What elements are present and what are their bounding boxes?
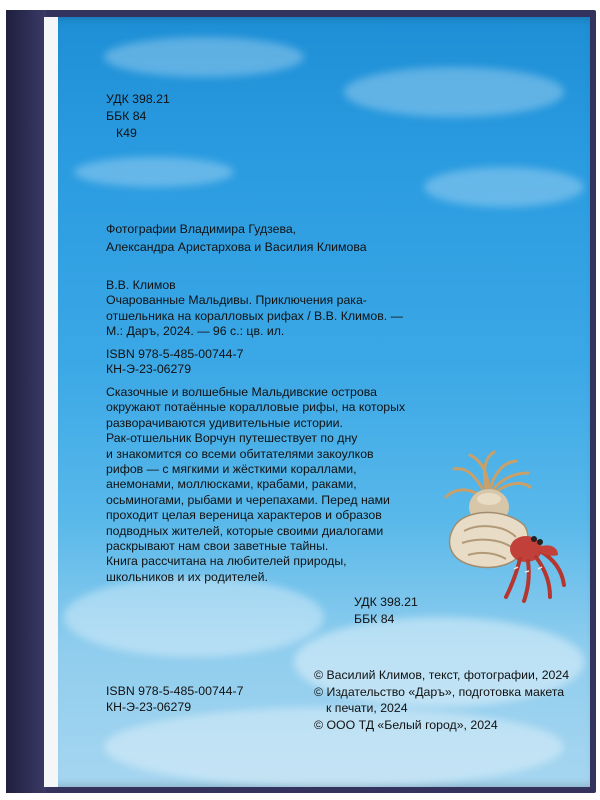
book-spine xyxy=(6,10,46,793)
annotation-line: и знакомится со всеми обитателями закоулков xyxy=(106,446,374,461)
bbk-top: ББК 84 xyxy=(106,109,147,123)
isbn-line: КН-Э-23-06279 xyxy=(106,362,192,377)
isbn-line: ISBN 978-5-485-00744-7 xyxy=(106,347,244,361)
copyright-line: © Издательство «Даръ», подготовка макета xyxy=(314,684,565,699)
annotation-line: проходит целая вереница характеров и образов xyxy=(106,508,382,523)
biblio-line: В.В. Климов xyxy=(106,278,176,292)
annotation-line: школьников и их родителей. xyxy=(106,569,268,584)
isbn-bottom-line: ISBN 978-5-485-00744-7 xyxy=(106,684,244,698)
bibliographic-record xyxy=(106,278,403,340)
biblio-line: М.: Даръ, 2024. — 96 с.: цв. ил. xyxy=(106,324,285,339)
annotation-line: Рак-отшельник Ворчун путешествует по дну xyxy=(106,431,358,446)
annotation-line: осьминогами, рыбами и черепахами. Перед нами xyxy=(106,492,390,507)
copyright-line: к печати, 2024 xyxy=(326,701,408,715)
page-inner-margin xyxy=(44,17,58,787)
annotation-line: раскрывают нам свои заветные тайны. xyxy=(106,539,329,554)
cloud-decoration xyxy=(64,577,324,657)
udk-bottom: УДК 398.21 xyxy=(354,595,418,609)
hermit-crab-with-anemone-icon xyxy=(424,447,574,607)
udk-top: УДК 398.21 xyxy=(106,92,170,106)
copyright-line: © ООО ТД «Белый город», 2024 xyxy=(314,717,498,732)
cloud-decoration xyxy=(74,157,234,187)
annotation-line: Книга рассчитана на любителей природы, xyxy=(106,554,347,569)
annotation-line: Сказочные и волшебные Мальдивские острова xyxy=(106,385,377,399)
cloud-decoration xyxy=(424,167,584,207)
isbn-bottom xyxy=(106,683,243,715)
copyright-line: © Василий Климов, текст, фотографии, 2024 xyxy=(314,668,570,682)
annotation-line: анемонами, моллюсками, крабами, раками, xyxy=(106,477,357,492)
annotation-line: окружают потаённые коралловые рифы, на которых xyxy=(106,400,406,415)
cloud-decoration xyxy=(104,37,304,77)
photo-credits-line: Фотографии Владимира Гудзева, xyxy=(106,222,297,236)
cloud-decoration xyxy=(344,67,564,117)
annotation-line: рифов — с мягкими и жёсткими кораллами, xyxy=(106,462,357,477)
bbk-bottom: ББК 84 xyxy=(354,612,395,626)
annotation xyxy=(106,385,405,585)
annotation-line: разворачиваются удивительные истории. xyxy=(106,415,343,430)
copyright-page xyxy=(44,17,590,787)
photo-credits xyxy=(106,220,367,256)
isbn-bottom-line: КН-Э-23-06279 xyxy=(106,700,192,714)
annotation-line: подводных жителей, которые своими диалогами xyxy=(106,523,384,538)
photo-credits-line: Александра Аристархова и Василия Климова xyxy=(106,240,367,254)
copyright-notices xyxy=(314,667,569,733)
isbn-block xyxy=(106,347,243,378)
biblio-line: отшельника на коралловых рифах / В.В. Климов. — xyxy=(106,308,403,323)
author-mark: К49 xyxy=(116,126,137,140)
biblio-line: Очарованные Мальдивы. Приключения рака- xyxy=(106,293,367,308)
